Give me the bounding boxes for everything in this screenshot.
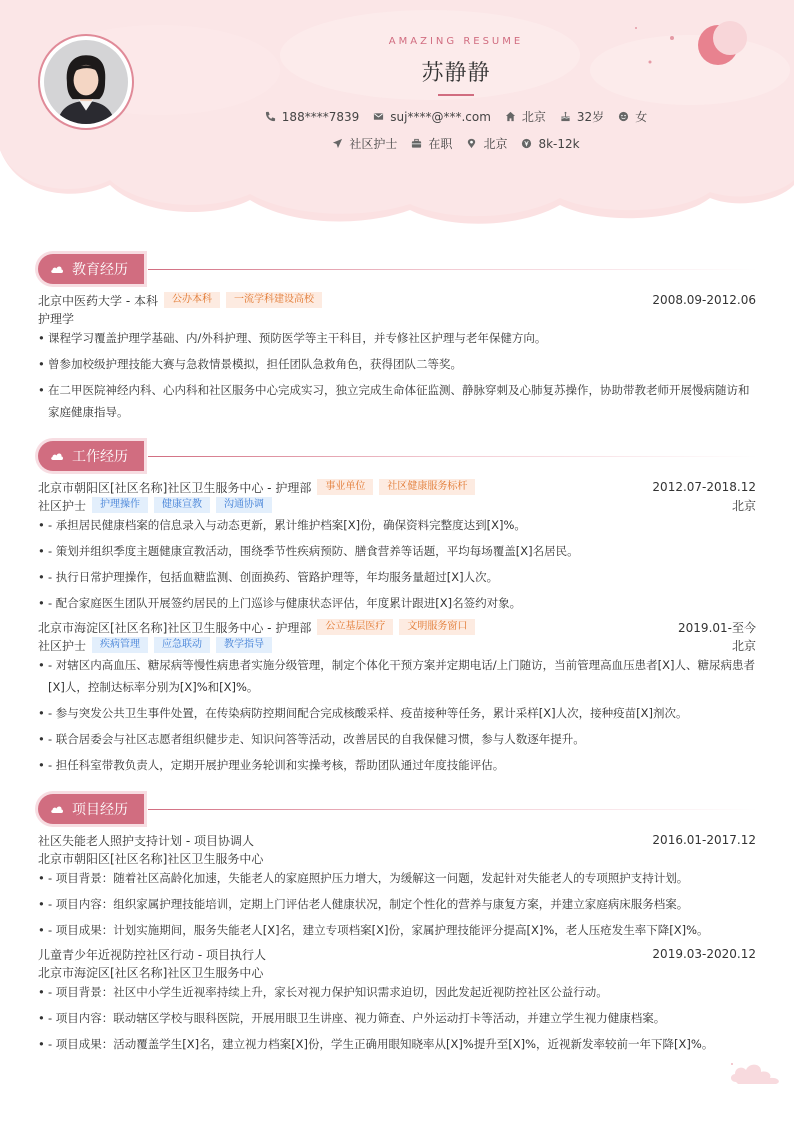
list-item: • - 项目内容：联动辖区学校与眼科医院，开展用眼卫生讲座、视力筛查、户外运动打卡等活动，并建立学生视力健康档案。 [38, 1007, 756, 1029]
education-title: 教育经历 [72, 262, 128, 278]
job-org: 北京市海淀区[社区名称]社区卫生服务中心 - 护理部 [38, 620, 312, 635]
contact-row [0, 108, 794, 125]
job-role-row [38, 637, 756, 653]
cake-icon [560, 111, 571, 122]
list-item: • - 配合家庭医生团队开展签约居民的上门巡诊与健康状态评估，年度累计跟进[X]名签约对象。 [38, 592, 756, 614]
name-underline [438, 94, 474, 96]
decor-cloud-icon [728, 1058, 784, 1086]
job-entry-header [38, 619, 756, 635]
section-divider [148, 269, 758, 270]
resume-tagline: AMAZING RESUME [388, 36, 524, 47]
school-name: 北京中医药大学 - 本科 [38, 293, 158, 308]
work-title: 工作经历 [72, 449, 128, 465]
list-item: • - 项目内容：组织家属护理技能培训，定期上门评估老人健康状况，制定个性化的营养与康复方案，并建立家庭病床服务档案。 [38, 893, 756, 915]
list-item: • - 参与突发公共卫生事件处置，在传染病防控期间配合完成核酸采样、疫苗接种等任务，累计采样[X]人次，接种疫苗[X]剂次。 [38, 702, 756, 724]
job-role: 社区护士 [38, 498, 87, 513]
gender-icon [618, 111, 629, 122]
job-role: 社区护士 [38, 638, 87, 653]
job-entry-header [38, 479, 756, 495]
cloud-icon [50, 451, 64, 461]
education-entry-header [38, 292, 756, 308]
list-item: • - 执行日常护理操作，包括血糖监测、创面换药、管路护理等，年均服务量超过[X]人次。 [38, 566, 756, 588]
skill-tag: 健康宣教 [154, 497, 210, 513]
project-name: 社区失能老人照护支持计划 - 项目协调人 [38, 833, 254, 848]
list-item: • 课程学习覆盖护理学基础、内/外科护理、预防医学等主干科目，并专修社区护理与老年保健方向。 [38, 327, 756, 349]
list-item: • - 策划并组织季度主题健康宣教活动，围绕季节性疾病预防、膳食营养等话题，平均每场覆盖[X]名居民。 [38, 540, 756, 562]
projects-title-pill [38, 794, 144, 824]
contact-phone [265, 108, 359, 125]
project-entry-header [38, 832, 756, 848]
contact-email [373, 108, 491, 125]
section-divider [148, 809, 758, 810]
phone-text: 188****7839 [281, 109, 360, 124]
send-icon [332, 138, 343, 149]
project-date: 2019.03-2020.12 [652, 947, 756, 961]
work-section-header [38, 441, 758, 471]
list-item: • 曾参加校级护理技能大赛与急救情景模拟，担任团队急救角色，获得团队二等奖。 [38, 353, 756, 375]
projects-title: 项目经历 [72, 802, 128, 818]
mail-icon [373, 111, 384, 122]
skill-tag: 沟通协调 [216, 497, 272, 513]
gender-text: 女 [635, 110, 648, 124]
list-item: • - 担任科室带教负责人，定期开展护理业务轮训和实操考核，帮助团队通过年度技能评估。 [38, 754, 756, 776]
cloud-icon [50, 264, 64, 274]
list-item: • - 项目成果：活动覆盖学生[X]名，建立视力档案[X]份，学生正确用眼知晓率从[X]%提升至[X]%，近视新发率较前一年下降[X]%。 [38, 1033, 756, 1055]
school-tag: 公办本科 [164, 292, 220, 308]
org-tag: 文明服务窗口 [399, 619, 475, 635]
job-org: 北京市朝阳区[社区名称]社区卫生服务中心 - 护理部 [38, 480, 312, 495]
org-tag: 社区健康服务标杆 [379, 479, 475, 495]
list-item: • - 项目背景：随着社区高龄化加速，失能老人的家庭照护压力增大，为缓解这一问题，发起针对失能老人的专项照护支持计划。 [38, 867, 756, 889]
org-tag: 事业单位 [317, 479, 373, 495]
intent-salary-text: 8k-12k [538, 136, 580, 151]
list-item: • - 联合居委会与社区志愿者组织健步走、知识问答等活动，改善居民的自我保健习惯，参与人数逐年提升。 [38, 728, 756, 750]
school-tag: 一流学科建设高校 [226, 292, 322, 308]
intent-city-text: 北京 [483, 137, 508, 151]
intent-position-text: 社区护士 [349, 137, 398, 151]
phone-icon [265, 111, 276, 122]
home-text: 北京 [521, 110, 546, 124]
list-item: • - 对辖区内高血压、糖尿病等慢性病患者实施分级管理，制定个体化干预方案并定期电话/上门随访，当前管理高血压患者[X]人、糖尿病患者[X]人，控制达标率分别为[X]%和[X]%。 [38, 654, 756, 698]
skill-tag: 教学指导 [216, 637, 272, 653]
age-text: 32岁 [576, 110, 605, 124]
contact-age [560, 108, 604, 125]
cloud-icon [50, 804, 64, 814]
skill-tag: 护理操作 [92, 497, 148, 513]
project-org: 北京市海淀区[社区名称]社区卫生服务中心 [38, 966, 264, 980]
education-major: 护理学 [38, 312, 75, 326]
project-date: 2016.01-2017.12 [652, 833, 756, 847]
list-item: • - 项目背景：社区中小学生近视率持续上升，家长对视力保护知识需求迫切，因此发起近视防控社区公益行动。 [38, 981, 756, 1003]
home-icon [505, 111, 516, 122]
project-name: 儿童青少年近视防控社区行动 - 项目执行人 [38, 947, 266, 962]
list-item: • 在二甲医院神经内科、心内科和社区服务中心完成实习，独立完成生命体征监测、静脉穿刺及心肺复苏操作，协助带教老师开展慢病随访和家庭健康指导。 [38, 379, 756, 423]
resume-header [0, 0, 794, 230]
job-role-row [38, 497, 756, 513]
education-section-header [38, 254, 758, 284]
contact-gender [618, 108, 647, 125]
intent-status-text: 在职 [428, 137, 453, 151]
job-city: 北京 [731, 498, 756, 513]
work-title-pill [38, 441, 144, 471]
job-intent-row [0, 135, 794, 152]
education-title-pill [38, 254, 144, 284]
location-icon [466, 138, 477, 149]
project-entry-header [38, 946, 756, 962]
list-item: • - 承担居民健康档案的信息录入与动态更新，累计维护档案[X]份，确保资料完整度达到[X]%。 [38, 514, 756, 536]
intent-status [411, 135, 452, 152]
projects-section-header [38, 794, 758, 824]
list-item: • - 项目成果：计划实施期间，服务失能老人[X]名，建立专项档案[X]份，家属护理技能评分提高[X]%，老人压疮发生率下降[X]%。 [38, 919, 756, 941]
project-org: 北京市朝阳区[社区名称]社区卫生服务中心 [38, 852, 264, 866]
job-date: 2012.07-2018.12 [652, 480, 756, 494]
intent-position [332, 135, 397, 152]
briefcase-icon [411, 138, 422, 149]
contact-home [505, 108, 546, 125]
section-divider [148, 456, 758, 457]
intent-salary [521, 135, 579, 152]
org-tag: 公立基层医疗 [317, 619, 393, 635]
salary-icon [521, 138, 532, 149]
intent-city [466, 135, 507, 152]
skill-tag: 疾病管理 [92, 637, 148, 653]
email-text: suj****@***.com [390, 109, 491, 124]
candidate-name: 苏静静 [421, 61, 491, 86]
job-date: 2019.01-至今 [678, 620, 756, 635]
job-city: 北京 [731, 638, 756, 653]
education-date: 2008.09-2012.06 [652, 293, 756, 307]
skill-tag: 应急联动 [154, 637, 210, 653]
